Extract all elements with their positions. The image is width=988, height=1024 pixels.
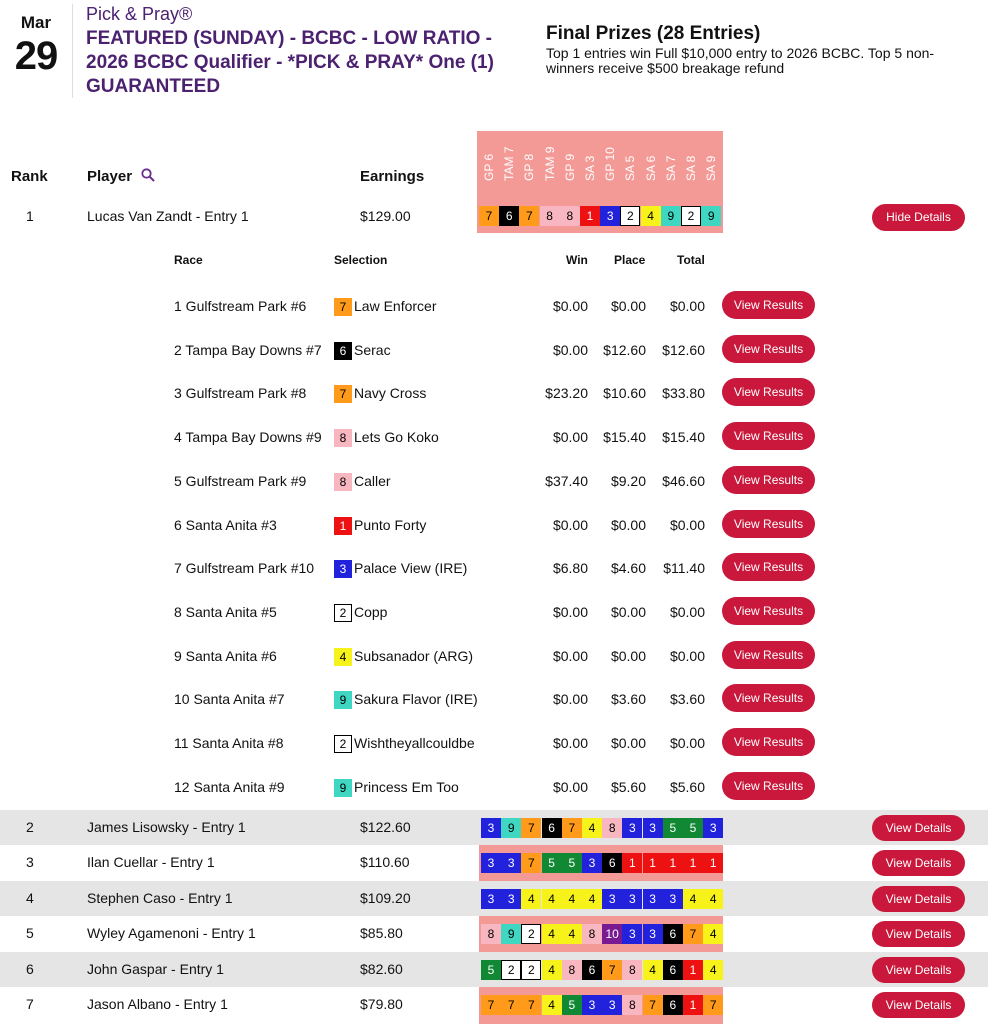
detail-race: 8 Santa Anita #5 — [174, 603, 277, 620]
player-row — [0, 881, 988, 916]
view-results-button[interactable]: View Results — [722, 684, 815, 712]
post-position-badge: 3 — [622, 924, 642, 944]
detail-horse: Princess Em Too — [354, 778, 459, 795]
player-earnings: $82.60 — [360, 960, 403, 977]
detail-total: $0.00 — [669, 298, 705, 314]
player-header: Player — [87, 168, 133, 185]
detail-win-header: Win — [566, 253, 588, 267]
detail-horse: Serac — [354, 341, 391, 358]
detail-win: $0.00 — [552, 647, 588, 664]
post-position-badge: 2 — [521, 924, 541, 944]
post-position-badge: 3 — [481, 889, 501, 909]
detail-race: 5 Gulfstream Park #9 — [174, 472, 307, 489]
post-position-badge: 5 — [562, 995, 582, 1015]
detail-place: $0.00 — [610, 298, 646, 314]
post-position-badge: 3 — [600, 206, 620, 226]
detail-horse: Sakura Flavor (IRE) — [354, 691, 478, 708]
detail-race: 1 Gulfstream Park #6 — [174, 298, 307, 314]
race-column-header: GP 6 — [482, 153, 496, 181]
detail-total: $0.00 — [669, 647, 705, 664]
race-column-header: GP 9 — [562, 153, 577, 181]
post-position-badge: 8 — [602, 818, 622, 838]
detail-win: $0.00 — [552, 429, 588, 446]
post-position-badge: 5 — [481, 960, 501, 980]
detail-place: $4.60 — [610, 560, 646, 577]
race-headers — [477, 131, 723, 197]
detail-total: $46.60 — [662, 472, 705, 489]
post-position-badge: 3 — [643, 889, 663, 909]
detail-race: 3 Gulfstream Park #8 — [174, 385, 307, 402]
detail-total: $15.40 — [662, 429, 705, 446]
player-row — [0, 952, 988, 987]
post-position-badge: 3 — [582, 995, 602, 1015]
view-results-button[interactable]: View Results — [722, 597, 815, 625]
detail-win: $0.00 — [552, 298, 588, 314]
detail-race: 7 Gulfstream Park #10 — [174, 560, 315, 577]
post-position-badge: 4 — [643, 960, 663, 980]
post-position-badge: 7 — [519, 206, 539, 226]
post-position-badge: 3 — [334, 560, 352, 578]
post-position-badge: 3 — [622, 889, 642, 909]
detail-row — [0, 635, 988, 679]
view-results-button[interactable]: View Results — [722, 772, 815, 800]
detail-total: $0.00 — [669, 603, 705, 620]
detail-win: $0.00 — [552, 603, 588, 620]
detail-horse: Navy Cross — [354, 385, 427, 402]
view-details-button[interactable]: View Details — [872, 886, 965, 912]
player-row — [0, 845, 988, 880]
detail-row — [0, 460, 988, 504]
player-rank: 5 — [26, 925, 34, 942]
player-name[interactable]: Jason Albano - Entry 1 — [87, 996, 228, 1012]
post-position-badge: 1 — [703, 853, 723, 873]
detail-total: $33.80 — [662, 385, 705, 402]
race-column-header: SA 9 — [704, 155, 719, 181]
detail-row — [0, 591, 988, 635]
race-column-header: SA 3 — [583, 155, 597, 181]
detail-horse: Palace View (IRE) — [354, 560, 468, 577]
view-results-button[interactable]: View Results — [722, 641, 815, 669]
post-position-badge: 7 — [643, 995, 663, 1015]
post-position-badge: 6 — [582, 960, 602, 980]
detail-race: 11 Santa Anita #8 — [174, 735, 284, 751]
detail-horse: Wishtheyallcouldbe — [354, 735, 475, 751]
post-position-badge: 4 — [542, 924, 562, 944]
post-position-badge: 8 — [622, 960, 642, 980]
post-position-badge: 3 — [582, 853, 602, 873]
detail-place: $0.00 — [610, 647, 646, 664]
detail-total: $3.60 — [669, 691, 705, 708]
detail-horse: Subsanador (ARG) — [354, 647, 474, 664]
player-earnings: $109.20 — [360, 889, 411, 906]
detail-win: $0.00 — [552, 341, 588, 358]
view-results-button[interactable]: View Results — [722, 728, 815, 756]
post-position-badge: 7 — [521, 995, 541, 1015]
post-position-badge: 9 — [661, 206, 681, 226]
post-position-badge: 9 — [501, 818, 521, 838]
player-row — [0, 987, 988, 1022]
post-position-badge: 7 — [683, 924, 703, 944]
detail-row — [0, 722, 988, 766]
date-month: Mar — [20, 13, 52, 32]
detail-place: $15.40 — [603, 429, 646, 446]
post-position-badge: 2 — [620, 206, 640, 226]
post-position-badge: 3 — [602, 995, 622, 1015]
post-position-badge: 4 — [562, 924, 582, 944]
detail-place: $10.60 — [603, 385, 646, 402]
detail-row — [0, 285, 988, 329]
post-position-badge: 6 — [542, 818, 562, 838]
rank-header: Rank — [11, 168, 48, 185]
detail-place: $3.60 — [610, 691, 646, 708]
player-row — [0, 916, 988, 951]
post-position-badge: 6 — [663, 960, 683, 980]
post-position-badge: 5 — [663, 818, 683, 838]
post-position-badge: 4 — [582, 889, 602, 909]
prize-description: Top 1 entries win Full $10,000 entry to 2026 BCBC. Top 5 non-winners receive $500 breakage refund — [546, 45, 935, 76]
detail-race: 2 Tampa Bay Downs #7 — [174, 341, 322, 358]
detail-win: $0.00 — [552, 778, 588, 795]
contest-title: FEATURED (SUNDAY) - BCBC - LOW RATIO - 2026 BCBC Qualifier - *PICK & PRAY* One (1) GUARANTEED — [86, 28, 494, 97]
view-details-button[interactable]: View Details — [872, 921, 965, 947]
search-icon[interactable] — [141, 168, 155, 182]
player-name[interactable]: Lucas Van Zandt - Entry 1 — [87, 208, 249, 224]
post-position-badge: 8 — [582, 924, 602, 944]
hide-details-button[interactable]: Hide Details — [872, 204, 965, 231]
detail-horse: Copp — [354, 603, 388, 620]
post-position-badge: 8 — [560, 206, 580, 226]
post-position-badge: 8 — [540, 206, 560, 226]
view-details-button[interactable]: View Details — [872, 957, 965, 983]
post-position-badge: 7 — [479, 206, 499, 226]
post-position-badge: 3 — [481, 818, 501, 838]
earnings-header: Earnings — [360, 168, 425, 185]
post-position-badge: 6 — [334, 342, 352, 360]
post-position-badge: 8 — [562, 960, 582, 980]
detail-row — [0, 678, 988, 722]
contest-type: Pick & Pray® — [86, 4, 193, 24]
post-position-badge: 3 — [602, 889, 622, 909]
player-rank: 3 — [26, 854, 34, 871]
detail-row — [0, 372, 988, 416]
detail-win: $23.20 — [545, 385, 588, 402]
post-position-badge: 7 — [521, 818, 541, 838]
player-rank: 4 — [26, 889, 34, 906]
date-day: 29 — [14, 34, 58, 78]
post-position-badge: 1 — [334, 517, 352, 535]
view-results-button[interactable]: View Results — [722, 291, 815, 319]
detail-win: $0.00 — [552, 735, 588, 751]
player-name[interactable]: James Lisowsky - Entry 1 — [87, 819, 246, 835]
detail-win: $0.00 — [552, 516, 588, 533]
post-position-badge: 2 — [334, 604, 352, 622]
player-name[interactable]: John Gaspar - Entry 1 — [87, 960, 224, 977]
detail-horse: Caller — [354, 472, 391, 489]
detail-place: $0.00 — [610, 603, 646, 620]
post-position-badge: 4 — [703, 924, 723, 944]
detail-row — [0, 547, 988, 591]
detail-place: $0.00 — [610, 735, 646, 751]
post-position-badge: 5 — [683, 818, 703, 838]
post-position-badge: 3 — [622, 818, 642, 838]
detail-race: 9 Santa Anita #6 — [174, 647, 277, 664]
post-position-badge: 7 — [703, 995, 723, 1015]
view-details-button[interactable]: View Details — [872, 992, 965, 1018]
post-position-badge: 1 — [683, 960, 703, 980]
detail-place: $5.60 — [610, 778, 646, 795]
detail-total: $11.40 — [663, 560, 705, 577]
post-position-badge: 1 — [643, 853, 663, 873]
post-position-badge: 2 — [681, 206, 701, 226]
detail-win: $37.40 — [545, 472, 588, 489]
post-position-badge: 8 — [334, 473, 352, 491]
view-results-button[interactable]: View Results — [722, 378, 815, 406]
detail-row — [0, 766, 988, 810]
race-column-header: TAM 9 — [542, 146, 557, 181]
detail-total: $0.00 — [669, 516, 705, 533]
post-position-badge: 1 — [683, 853, 703, 873]
post-position-badge: 7 — [602, 960, 622, 980]
post-position-badge: 2 — [501, 960, 521, 980]
post-position-badge: 5 — [542, 853, 562, 873]
detail-place: $0.00 — [610, 516, 646, 533]
player-earnings: $110.60 — [360, 854, 410, 871]
post-position-badge: 3 — [501, 853, 521, 873]
player-row — [0, 810, 988, 845]
view-results-button[interactable]: View Results — [722, 510, 815, 538]
player-rank: 7 — [26, 996, 34, 1012]
post-position-badge: 4 — [562, 889, 582, 909]
post-position-badge: 10 — [602, 924, 622, 944]
race-column-header: SA 5 — [623, 155, 638, 181]
view-results-button[interactable]: View Results — [722, 335, 815, 363]
race-column-header: GP 10 — [603, 147, 618, 181]
detail-total-header: Total — [677, 253, 705, 267]
post-position-badge: 4 — [703, 960, 723, 980]
detail-race-header: Race — [174, 253, 203, 267]
player-name[interactable]: Ilan Cuellar - Entry 1 — [87, 854, 215, 871]
post-position-badge: 4 — [521, 889, 541, 909]
detail-horse: Lets Go Koko — [354, 429, 439, 446]
post-position-badge: 4 — [334, 648, 352, 666]
post-position-badge: 1 — [622, 853, 642, 873]
post-position-badge: 7 — [334, 385, 352, 403]
detail-total: $12.60 — [662, 341, 705, 358]
post-position-badge: 1 — [663, 853, 683, 873]
post-position-badge: 5 — [562, 853, 582, 873]
post-position-badge: 9 — [334, 691, 352, 709]
detail-race: 12 Santa Anita #9 — [174, 778, 285, 795]
detail-horse: Punto Forty — [354, 516, 427, 533]
view-results-button[interactable]: View Results — [722, 466, 815, 494]
post-position-badge: 2 — [334, 735, 352, 753]
post-position-badge: 3 — [703, 818, 723, 838]
post-position-badge: 1 — [683, 995, 703, 1015]
detail-race: 6 Santa Anita #3 — [174, 516, 277, 533]
post-position-badge: 8 — [334, 429, 352, 447]
header-divider — [72, 4, 73, 98]
race-column-header: SA 8 — [684, 155, 698, 181]
post-position-badge: 4 — [703, 889, 723, 909]
post-position-badge: 4 — [641, 206, 661, 226]
detail-race: 4 Tampa Bay Downs #9 — [174, 429, 322, 446]
detail-win: $0.00 — [552, 691, 588, 708]
player-earnings: $79.80 — [360, 996, 403, 1012]
detail-place: $9.20 — [610, 472, 646, 489]
prize-title: Final Prizes (28 Entries) — [546, 23, 761, 44]
post-position-badge: 9 — [501, 924, 521, 944]
post-position-badge: 7 — [521, 853, 541, 873]
player-name[interactable]: Wyley Agamenoni - Entry 1 — [87, 925, 256, 942]
player-earnings: $85.80 — [360, 925, 403, 942]
post-position-badge: 7 — [562, 818, 582, 838]
detail-row — [0, 329, 988, 373]
post-position-badge: 3 — [643, 818, 663, 838]
detail-total: $5.60 — [669, 778, 705, 795]
detail-horse: Law Enforcer — [354, 298, 437, 314]
post-position-badge: 1 — [580, 206, 600, 226]
post-position-badge: 3 — [481, 853, 501, 873]
post-position-badge: 9 — [701, 206, 721, 226]
player-rank: 6 — [26, 960, 34, 977]
post-position-badge: 6 — [602, 853, 622, 873]
detail-race: 10 Santa Anita #7 — [174, 691, 285, 708]
player-name[interactable]: Stephen Caso - Entry 1 — [87, 889, 233, 906]
post-position-badge: 6 — [663, 924, 683, 944]
post-position-badge: 7 — [334, 298, 352, 316]
post-position-badge: 2 — [521, 960, 541, 980]
post-position-badge: 4 — [542, 995, 562, 1015]
player-earnings: $129.00 — [360, 208, 411, 224]
detail-row — [0, 504, 988, 548]
detail-place: $12.60 — [603, 341, 646, 358]
detail-selection-header: Selection — [334, 253, 388, 267]
post-position-badge: 3 — [501, 889, 521, 909]
detail-total: $0.00 — [669, 735, 705, 751]
post-position-badge: 8 — [622, 995, 642, 1015]
post-position-badge: 6 — [499, 206, 519, 226]
view-results-button[interactable]: View Results — [722, 422, 815, 450]
view-results-button[interactable]: View Results — [722, 553, 815, 581]
detail-place-header: Place — [614, 253, 646, 267]
post-position-badge: 3 — [663, 889, 683, 909]
race-column-header: GP 8 — [522, 153, 537, 181]
post-position-badge: 4 — [542, 960, 562, 980]
race-column-header: TAM 7 — [502, 146, 517, 181]
post-position-badge: 7 — [481, 995, 501, 1015]
post-position-badge: 8 — [481, 924, 501, 944]
post-position-badge: 9 — [334, 779, 352, 797]
view-details-button[interactable]: View Details — [872, 850, 965, 876]
detail-win: $6.80 — [552, 560, 588, 577]
race-column-header: SA 7 — [663, 155, 678, 181]
post-position-badge: 6 — [663, 995, 683, 1015]
post-position-badge: 4 — [582, 818, 602, 838]
view-details-button[interactable]: View Details — [872, 815, 965, 841]
post-position-badge: 7 — [501, 995, 521, 1015]
detail-row — [0, 416, 988, 460]
player-row — [0, 200, 988, 234]
player-rank: 1 — [26, 208, 34, 224]
post-position-badge: 4 — [542, 889, 562, 909]
race-column-header: SA 6 — [643, 155, 658, 181]
player-rank: 2 — [26, 819, 34, 835]
post-position-badge: 3 — [643, 924, 663, 944]
player-earnings: $122.60 — [360, 819, 411, 835]
post-position-badge: 4 — [683, 889, 703, 909]
